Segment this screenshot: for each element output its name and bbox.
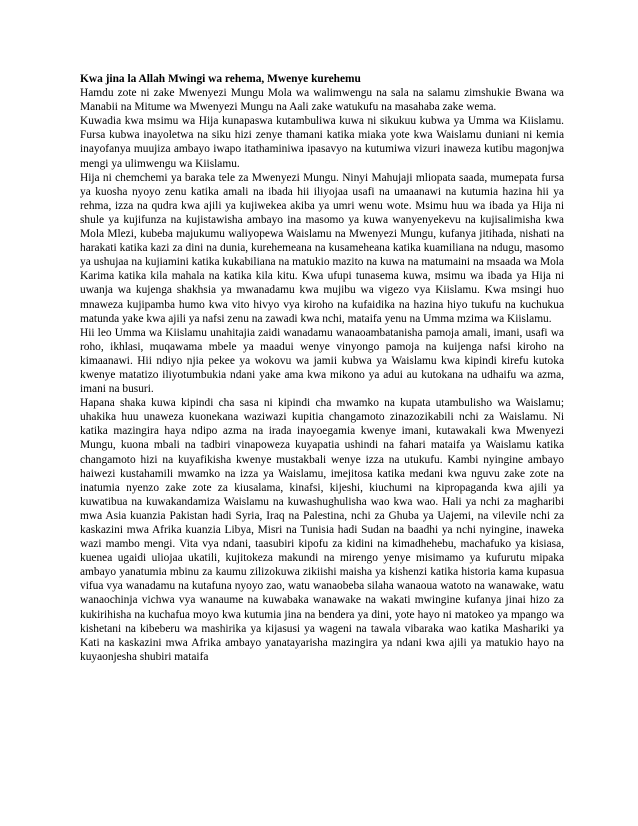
paragraph-5: Hapana shaka kuwa kipindi cha sasa ni kipindi cha mwamko na kupata utambulisho wa Waislamu; uhakika huu unaweza kuonekana waziwazi kupitia changamoto zinazozikabili nchi za Waislamu. Ni katika mazingira haya ndipo azma na irada inayoegamia kwenye imani, kutawakali kwa Mwenyezi Mungu, kuona mbali na tadbiri vinapoweza kuyapatia ushindi na fahari mataifa ya Waislamu katika changamoto hizi na kuyafikisha kwenye mustakbali wenye izza na utukufu. Kambi nyingine ambayo haiwezi kustahamili mwamko na izza ya Waislamu, imejitosa katika medani kwa nguvu zake zote na inatumia nyenzo zake zote za kiusalama, kinafsi, kijeshi, kiuchumi na kipropaganda kwa ajili ya kuwatibua na kuwakandamiza Waislamu na kuwashughulisha wao kwa wao. Hali ya nchi za magharibi mwa Asia kuanzia Pakistan hadi Syria, Iraq na Palestina, nchi za Ghuba ya Uajemi, na vilevile nchi za kaskazini mwa Afrika kuanzia Libya, Misri na Tunisia hadi Sudan na baadhi ya nchi nyingine, inaweka wazi mambo mengi. Vita vya ndani, taasubiri kipofu za kidini na kimadhehebu, machafuko ya kisiasa, kuenea ugaidi uliojaa ukatili, kujitokeza makundi na mirengo yenye misimamo ya kufurutu mipaka ambayo yanatumia mbinu za kaumu zilizokuwa zikiishi maisha ya kishenzi katika historia kama kupasua vifua vya wanadamu na kutafuna nyoyo zao, watu wanaobeba silaha wanaoua watoto na wanawake, watu wanaochinja vichwa vya wanaume na kuwabaka wanawake na wakati mwingine kufanya jinai hizo za kukirihisha na kuchafua moyo kwa kutumia jina na bendera ya dini, yote hayo ni matokeo ya mpango wa kishetani na kibeberu wa mashirika ya kijasusi ya wageni na tawala vibaraka wao katika Mashariki ya Kati na kaskazini mwa Afrika ambayo yanatayarisha mazingira ya ndani kwa ajili ya matukio hayo na kuyaonjesha shubiri mataifa [80, 397, 564, 663]
paragraph-4: Hii leo Umma wa Kiislamu unahitajia zaidi wanadamu wanaoambatanisha pamoja amali, imani, usafi wa roho, ikhlasi, muqawama mbele ya maadui wenye vinyongo pamoja na kuijenga nafsi kiroho na kimaanawi. Hii ndiyo njia pekee ya wokovu wa jamii kubwa ya Waislamu kwa kipindi kirefu kutoka kwenye matatizo iliyotumbukia ndani yake ama kwa mikono ya adui au kutokana na udhaifu wa azma, imani na busuri. [80, 326, 564, 396]
paragraph-3: Hija ni chemchemi ya baraka tele za Mwenyezi Mungu. Ninyi Mahujaji mliopata saada, mumepata fursa ya kuosha nyoyo zenu katika amali na ibada hii iliyojaa usafi na umaanawi na kutumia hazina hii ya rehma, izza na qudra kwa ajili ya kujiwekea akiba ya umri wenu wote. Msimu huu wa ibada ya Hija ni shule ya kujifunza na kujistawisha ambayo ina masomo ya kuwa wanyenyekevu na kujisalimisha kwa Mola Mlezi, kubeba majukumu waliyopewa Waislamu na Mwenyezi Mungu, kufanya jitihada, nishati na harakati katika kazi za dini na dunia, kurehemeana na kusameheana katika kuamiliana na ndugu, masomo ya ushujaa na kujiamini katika kukabiliana na matukio mazito na kuwa na matumaini na msaada wa Mola Karima katika kila mahala na katika kila kitu. Kwa ufupi tunasema kuwa, msimu wa ibada ya Hija ni uwanja wa kujenga shakhsia ya mwanadamu kwa mujibu wa vigezo vya Kiislamu. Kwa msingi huo mnaweza kujipamba humo kwa vito hivyo vya kiroho na kufaidika na hazina hiyo tukufu na kuchukua matunda yake kwa ajili ya nafsi zenu na zawadi kwa nchi, mataifa yenu na Umma mzima wa Kiislamu. [80, 171, 564, 325]
paragraph-2: Kuwadia kwa msimu wa Hija kunapaswa kutambuliwa kuwa ni sikukuu kubwa ya Umma wa Kiislamu. Fursa kubwa inayoletwa na siku hizi zenye thamani katika miaka yote kwa Waislamu duniani ni kemia inayofanya muujiza ambayo iwapo itathaminiwa ipasavyo na kutumiwa vizuri inaweza kutibu magonjwa mengi ya ulimwengu wa Kiislamu. [80, 115, 564, 170]
document-heading: Kwa jina la Allah Mwingi wa rehema, Mwenye kurehemu [80, 73, 361, 85]
document-page [80, 72, 564, 664]
paragraph-1: Hamdu zote ni zake Mwenyezi Mungu Mola wa walimwengu na sala na salamu zimshukie Bwana wa Manabii na Mitume wa Mwenyezi Mungu na Aali zake watukufu na masahaba zake wema. [80, 87, 564, 114]
